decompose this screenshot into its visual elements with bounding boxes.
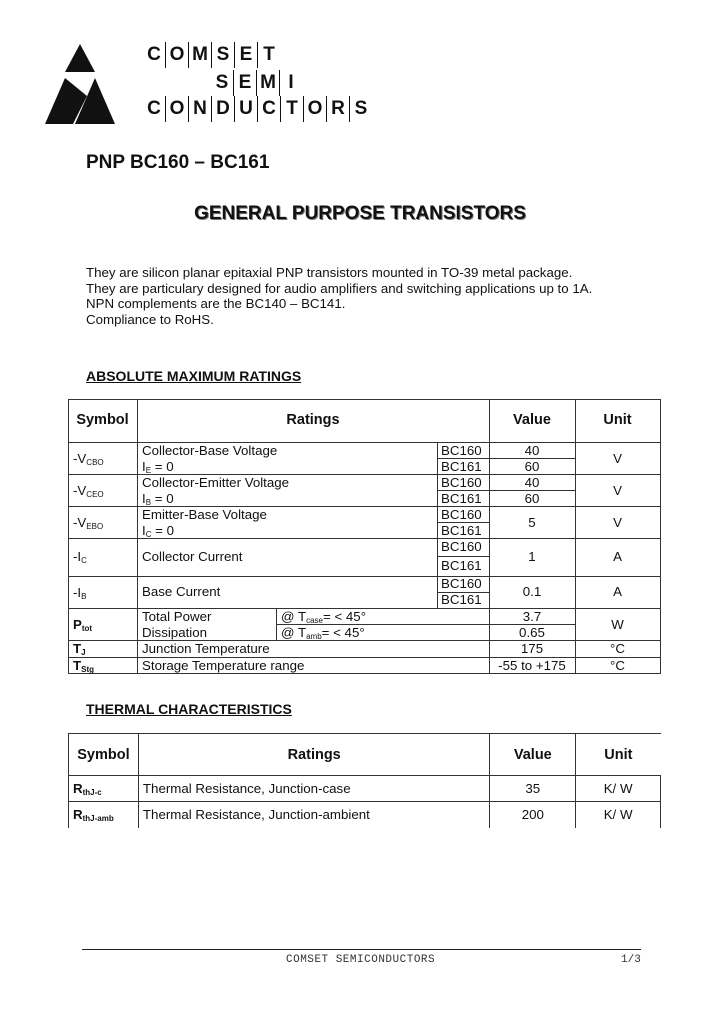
product-title: PNP BC160 – BC161 [86, 152, 270, 173]
device-label: BC160 [441, 507, 482, 522]
value-cell: -55 to +175 [498, 658, 566, 673]
logo-letter: T [257, 42, 280, 68]
unit-cell: °C [610, 641, 625, 656]
rating-label: Dissipation [142, 625, 208, 640]
logo-letter: O [303, 96, 326, 122]
device-label: BC161 [441, 558, 482, 573]
symbol-ib: $-I_B$ [73, 585, 87, 601]
device-label: BC160 [441, 475, 482, 490]
unit-cell: V [613, 483, 622, 498]
intro-line: Compliance to RoHS. [86, 311, 214, 327]
rating-condition: $I_E = 0$ [142, 459, 174, 475]
unit-cell: °C [610, 658, 625, 673]
thermal-characteristics-table [68, 733, 661, 828]
logo-letter: M [188, 42, 211, 68]
unit-cell: K/ W [576, 802, 661, 828]
logo-letter: I [279, 70, 302, 96]
header-unit: Unit [576, 734, 661, 776]
intro-line: NPN complements are the BC140 – BC141. [86, 296, 346, 311]
rating-label: Thermal Resistance, Junction-case [138, 776, 489, 802]
rating-label: Thermal Resistance, Junction-ambient [138, 802, 489, 828]
rating-label: Collector-Emitter Voltage [142, 475, 290, 490]
value-cell: 35 [490, 776, 576, 802]
symbol-ic: $-I_C$ [73, 549, 87, 565]
value-cell: 175 [520, 641, 544, 656]
header-symbol: Symbol [69, 734, 139, 776]
logo-row-conductors [143, 96, 372, 124]
symbol-vebo: $-V_{EBO}$ [73, 515, 104, 531]
table-row [69, 802, 661, 828]
symbol-cell: $R_{thJ-c}$ [69, 776, 139, 802]
unit-cell: K/ W [576, 776, 661, 802]
logo-letter: S [211, 42, 234, 68]
device-label: BC161 [441, 491, 482, 506]
logo-letter: M [256, 70, 279, 96]
intro-line: They are particulary designed for audio amplifiers and switching applications up to 1A. [86, 280, 593, 296]
rating-condition: @ $T_{case}= < 45^\circ$ [281, 609, 367, 625]
unit-cell: A [613, 549, 622, 564]
logo-letter: C [257, 96, 280, 122]
unit-cell: A [613, 584, 622, 599]
intro-line: They are silicon planar epitaxial PNP transistors mounted in TO-39 metal package. [86, 265, 573, 280]
section-title-absolute-max: ABSOLUTE MAXIMUM RATINGS [86, 368, 302, 384]
value-cell: 200 [490, 802, 576, 828]
unit-cell: V [613, 515, 622, 530]
value-cell: 0.1 [522, 584, 542, 599]
value-cell: 1 [528, 549, 536, 564]
logo-letter: S [215, 72, 229, 93]
logo-letter: O [165, 42, 188, 68]
logo-letter: D [211, 96, 234, 122]
logo-letter: C [147, 44, 161, 65]
footer-page-number: 1/3 [621, 954, 641, 966]
device-label: BC161 [441, 592, 482, 607]
logo-letter: O [165, 96, 188, 122]
logo-letter: T [280, 96, 303, 122]
unit-cell: V [613, 451, 622, 466]
footer-divider [82, 949, 641, 950]
document-title: GENERAL PURPOSE TRANSISTORS [194, 203, 526, 224]
rating-label: Collector Current [142, 549, 243, 564]
footer-company: COMSET SEMICONDUCTORS [286, 954, 436, 966]
rating-label: Collector-Base Voltage [142, 443, 278, 458]
rating-label: Emitter-Base Voltage [142, 507, 267, 522]
symbol-tj: $T_J$ [73, 641, 86, 657]
symbol-cell: $R_{thJ-amb}$ [69, 802, 139, 828]
header-ratings: Ratings [286, 412, 340, 428]
logo-letter: E [234, 42, 257, 68]
symbol-vceo: $-V_{CEO}$ [73, 483, 104, 499]
comset-triangle-logo-icon [45, 44, 115, 124]
table-header-row [69, 734, 661, 776]
rating-label: Storage Temperature range [142, 658, 305, 673]
symbol-tstg: $T_{Stg}$ [73, 658, 95, 674]
value-cell: 3.7 [522, 609, 542, 624]
unit-cell: W [611, 617, 624, 632]
rating-condition: @ $T_{amb}= < 45^\circ$ [281, 625, 365, 641]
logo-letter: C [147, 98, 161, 119]
intro-paragraph [86, 265, 592, 327]
symbol-vcbo: $-V_{CBO}$ [73, 451, 104, 467]
header-value: Value [490, 734, 576, 776]
device-label: BC160 [441, 539, 482, 554]
symbol-ptot: $P_{tot}$ [73, 617, 93, 633]
logo-letter: R [326, 96, 349, 122]
value-cell: 40 [524, 475, 540, 490]
logo-letter: U [234, 96, 257, 122]
header-unit: Unit [603, 412, 632, 428]
rating-condition: $I_C = 0$ [142, 523, 175, 539]
logo-letter: E [233, 70, 256, 96]
device-label: BC160 [441, 576, 482, 591]
logo-row-comset [143, 42, 280, 70]
rating-label: Base Current [142, 584, 221, 599]
logo-letter: N [188, 96, 211, 122]
absolute-max-ratings-grid [68, 399, 661, 674]
device-label: BC161 [441, 459, 482, 474]
header-ratings: Ratings [138, 734, 489, 776]
table-row [69, 776, 661, 802]
rating-label: Junction Temperature [142, 641, 270, 656]
logo-letter: S [349, 96, 372, 122]
value-cell: 5 [528, 515, 536, 530]
value-cell: 60 [524, 491, 540, 506]
value-cell: 0.65 [519, 625, 545, 640]
rating-condition: $I_B = 0$ [142, 491, 174, 507]
section-title-thermal: THERMAL CHARACTERISTICS [86, 701, 292, 717]
header-symbol: Symbol [76, 412, 129, 428]
value-cell: 40 [524, 443, 540, 458]
company-logo [45, 40, 385, 130]
value-cell: 60 [524, 459, 540, 474]
rating-label: Total Power [142, 609, 212, 624]
device-label: BC161 [441, 523, 482, 538]
logo-row-semi [211, 70, 302, 98]
header-value: Value [513, 412, 551, 428]
device-label: BC160 [441, 443, 482, 458]
